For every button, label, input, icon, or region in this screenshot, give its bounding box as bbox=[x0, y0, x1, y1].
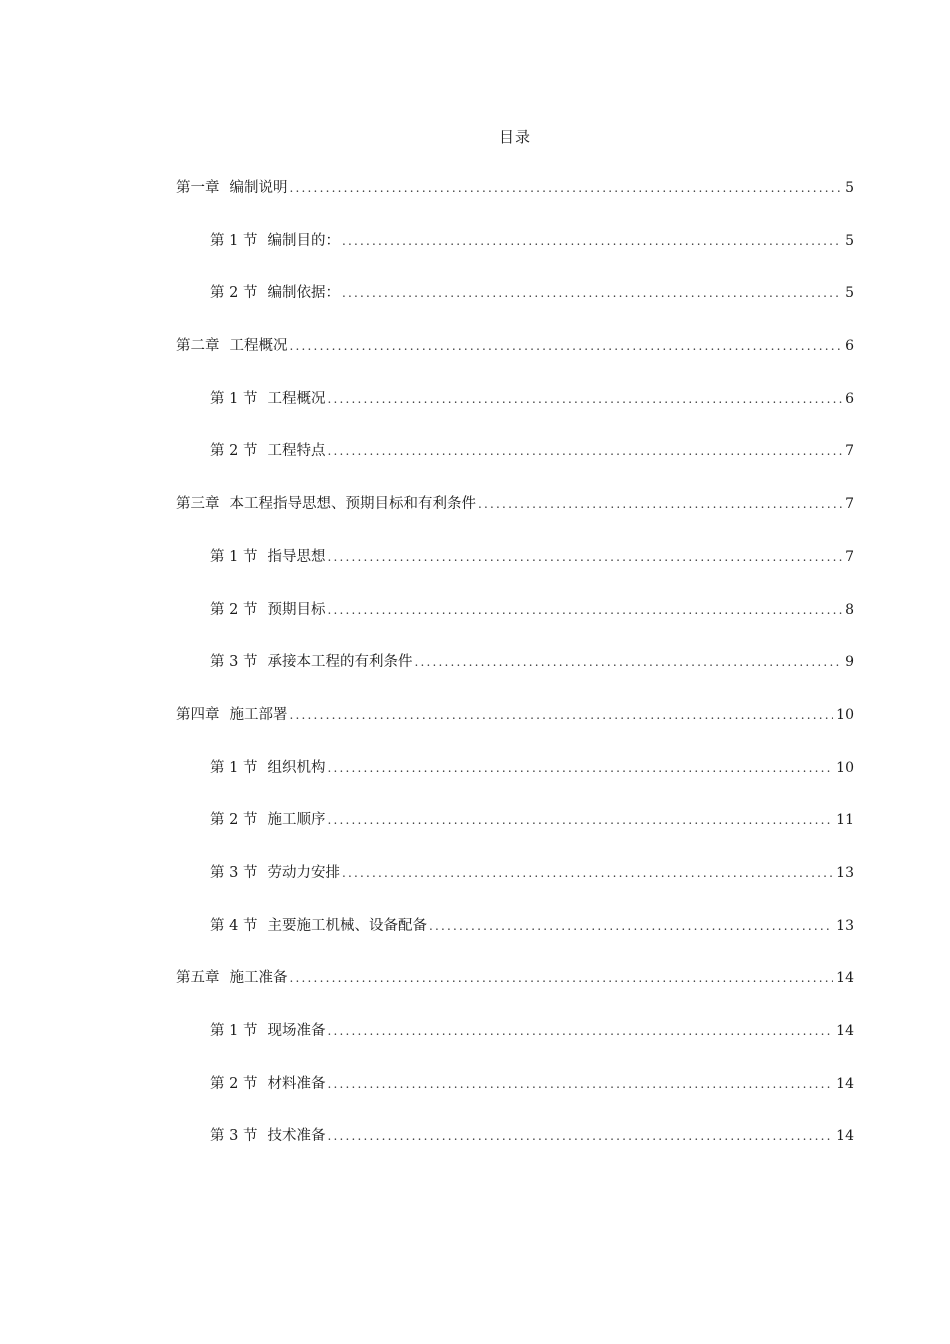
toc-entry-text: 指导思想 bbox=[267, 548, 326, 565]
toc-entry-text: 施工准备 bbox=[229, 970, 288, 987]
toc-entry-label bbox=[210, 598, 325, 619]
toc-entry-label bbox=[176, 176, 288, 197]
toc-entry-label bbox=[176, 492, 476, 513]
toc-entry-number: 第一章 bbox=[176, 180, 220, 196]
toc-entry-number: 第 1 节 bbox=[210, 1023, 258, 1039]
toc-entry-section[interactable] bbox=[176, 281, 854, 334]
toc-entry-text: 编制目的： bbox=[267, 232, 340, 249]
toc-leader-dots bbox=[342, 234, 842, 248]
toc-entry-text: 现场准备 bbox=[267, 1023, 326, 1039]
toc-entry-number: 第 2 节 bbox=[210, 443, 258, 460]
toc-entry-number: 第 4 节 bbox=[210, 917, 258, 934]
toc-entry-label bbox=[210, 1124, 325, 1145]
toc-entry-section[interactable] bbox=[176, 387, 854, 440]
toc-entry-label bbox=[210, 1072, 325, 1093]
toc-entry-section[interactable] bbox=[176, 545, 854, 598]
toc-page-number: 9 bbox=[845, 654, 854, 671]
toc-entry-label bbox=[210, 439, 325, 460]
toc-entry-label bbox=[176, 703, 288, 724]
toc-entry-section[interactable] bbox=[176, 439, 854, 492]
toc-entry-text: 预期目标 bbox=[267, 601, 326, 618]
toc-entry-chapter[interactable] bbox=[176, 176, 854, 229]
toc-leader-dots bbox=[290, 181, 843, 195]
toc-page-number: 5 bbox=[845, 180, 854, 196]
toc-entry-text: 施工部署 bbox=[229, 706, 288, 723]
toc-leader-dots bbox=[327, 1077, 833, 1091]
toc-entry-section[interactable] bbox=[176, 1072, 854, 1125]
toc-leader-dots bbox=[290, 339, 843, 353]
toc-entry-number: 第 3 节 bbox=[210, 864, 258, 881]
toc-page-number: 13 bbox=[836, 917, 854, 934]
toc-leader-dots bbox=[414, 655, 842, 669]
toc-entry-section[interactable] bbox=[176, 650, 854, 703]
toc-entry-number: 第 2 节 bbox=[210, 1075, 258, 1092]
toc-entry-label bbox=[210, 650, 412, 671]
toc-entry-label bbox=[210, 861, 340, 882]
toc-page-number: 6 bbox=[845, 390, 854, 407]
toc-entry-text: 主要施工机械、设备配备 bbox=[267, 917, 427, 934]
toc-entry-text: 施工顺序 bbox=[267, 812, 326, 829]
toc-page-number: 5 bbox=[845, 285, 854, 302]
toc-entry-number: 第 2 节 bbox=[210, 285, 258, 302]
toc-entry-section[interactable] bbox=[176, 914, 854, 967]
toc-entry-number: 第五章 bbox=[176, 970, 220, 987]
toc-page-number: 10 bbox=[836, 706, 854, 723]
toc-page-number: 14 bbox=[836, 1128, 854, 1145]
toc-leader-dots bbox=[327, 813, 833, 827]
toc-page-number: 8 bbox=[845, 601, 854, 618]
toc-entry-chapter[interactable] bbox=[176, 703, 854, 756]
toc-entry-section[interactable] bbox=[176, 229, 854, 282]
toc-entry-section[interactable] bbox=[176, 861, 854, 914]
toc-leader-dots bbox=[327, 392, 842, 406]
toc-entry-label bbox=[210, 808, 325, 829]
toc-leader-dots bbox=[327, 550, 842, 564]
toc-entry-number: 第 2 节 bbox=[210, 812, 258, 829]
toc-entry-section[interactable] bbox=[176, 598, 854, 651]
toc-page-number: 14 bbox=[836, 970, 854, 987]
toc-page-number: 13 bbox=[836, 864, 854, 881]
toc-entry-chapter[interactable] bbox=[176, 334, 854, 387]
toc-entry-section[interactable] bbox=[176, 756, 854, 809]
toc-leader-dots bbox=[290, 708, 834, 722]
toc-entry-label bbox=[176, 334, 288, 355]
toc-leader-dots bbox=[327, 1129, 833, 1143]
toc-page-number: 11 bbox=[836, 812, 854, 829]
toc-leader-dots bbox=[327, 444, 842, 458]
toc-entry-label bbox=[176, 966, 288, 987]
toc-entry-label bbox=[210, 545, 325, 566]
toc-page-number: 7 bbox=[845, 548, 854, 565]
toc-entry-section[interactable] bbox=[176, 1124, 854, 1177]
toc-entry-number: 第 1 节 bbox=[210, 232, 258, 249]
toc-entry-section[interactable] bbox=[176, 808, 854, 861]
toc-entry-text: 材料准备 bbox=[267, 1075, 326, 1092]
toc-page-number: 5 bbox=[845, 232, 854, 249]
toc-entry-text: 劳动力安排 bbox=[267, 864, 340, 881]
toc-page-number: 14 bbox=[836, 1075, 854, 1092]
toc-entry-label bbox=[210, 914, 427, 935]
toc-entry-text: 承接本工程的有利条件 bbox=[267, 654, 413, 671]
toc-entry-number: 第 2 节 bbox=[210, 601, 258, 618]
toc-leader-dots bbox=[478, 497, 842, 511]
toc-leader-dots bbox=[290, 971, 834, 985]
toc-entry-text: 编制说明 bbox=[229, 180, 288, 196]
toc-leader-dots bbox=[342, 286, 842, 300]
toc-page-number: 6 bbox=[845, 338, 854, 355]
toc-leader-dots bbox=[342, 866, 833, 880]
toc-leader-dots bbox=[429, 919, 833, 933]
toc-page-number: 10 bbox=[836, 759, 854, 776]
toc-entry-label bbox=[210, 387, 325, 408]
toc-leader-dots bbox=[327, 603, 842, 617]
toc-entry-text: 技术准备 bbox=[267, 1128, 326, 1145]
toc-entry-number: 第三章 bbox=[176, 496, 220, 513]
toc-entry-section[interactable] bbox=[176, 1019, 854, 1072]
toc-entry-text: 工程概况 bbox=[267, 390, 326, 407]
toc-page-number: 7 bbox=[845, 443, 854, 460]
toc-entry-number: 第二章 bbox=[176, 338, 220, 355]
toc-entry-text: 本工程指导思想、预期目标和有利条件 bbox=[229, 496, 476, 513]
toc-entry-number: 第 1 节 bbox=[210, 759, 258, 776]
toc-entry-text: 工程特点 bbox=[267, 443, 326, 460]
toc-entry-number: 第四章 bbox=[176, 706, 220, 723]
toc-list bbox=[176, 176, 854, 1177]
toc-entry-text: 编制依据： bbox=[267, 285, 340, 302]
toc-page-number: 7 bbox=[845, 496, 854, 513]
toc-entry-chapter[interactable] bbox=[176, 492, 854, 545]
toc-entry-number: 第 3 节 bbox=[210, 654, 258, 671]
toc-entry-text: 工程概况 bbox=[229, 338, 288, 355]
toc-page-number: 14 bbox=[836, 1023, 854, 1039]
toc-entry-number: 第 1 节 bbox=[210, 548, 258, 565]
toc-entry-label bbox=[210, 281, 340, 302]
toc-entry-number: 第 3 节 bbox=[210, 1128, 258, 1145]
toc-entry-number: 第 1 节 bbox=[210, 390, 258, 407]
toc-entry-chapter[interactable] bbox=[176, 966, 854, 1019]
toc-entry-label bbox=[210, 1019, 325, 1040]
toc-entry-label bbox=[210, 756, 325, 777]
toc-entry-text: 组织机构 bbox=[267, 759, 326, 776]
toc-title: 目录 bbox=[498, 128, 531, 146]
toc-entry-label bbox=[210, 229, 340, 250]
toc-leader-dots bbox=[327, 761, 833, 775]
toc-leader-dots bbox=[327, 1024, 833, 1038]
